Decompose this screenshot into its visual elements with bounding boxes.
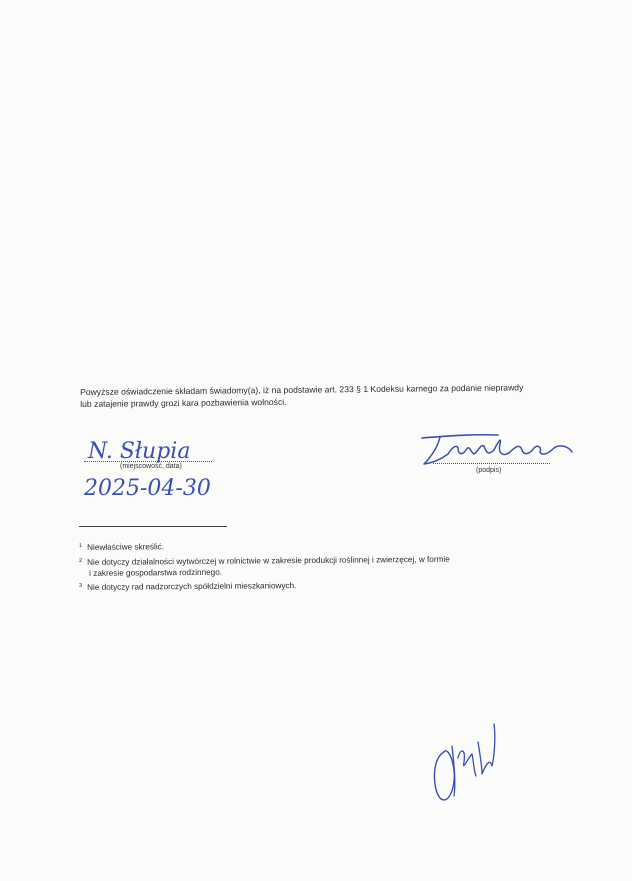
- footnote-1-text: Niewłaściwe skreślić.: [87, 542, 165, 552]
- initials-paraph: [428, 718, 508, 808]
- footnote-2: [79, 553, 450, 579]
- signature-dotted-line: [433, 463, 550, 464]
- signature-caption: (podpis): [476, 467, 502, 474]
- handwritten-place-text: N. Słupia: [88, 439, 191, 464]
- footnote-2-text-continued: i zakresie gospodarstwa rodzinnego.: [89, 567, 223, 578]
- place-date-caption: (miejscowość, data): [120, 463, 182, 470]
- footnote-1: [79, 540, 164, 553]
- place-date-dotted-line: [84, 461, 212, 462]
- footnote-2-text: Nie dotyczy działalności wytwórczej w rolnictwie w zakresie produkcji roślinnej i zwierzęcej, w formie: [87, 554, 450, 567]
- declaration-line-2: lub zatajenie prawdy grozi kara pozbawienia wolności.: [80, 396, 287, 409]
- signature-scribble: [418, 430, 588, 470]
- footnote-separator: [79, 526, 227, 527]
- footnote-3-number: 3: [79, 582, 83, 589]
- footnote-1-number: 1: [79, 542, 83, 549]
- handwritten-date-text: 2025-04-30: [84, 476, 211, 501]
- handwritten-date: [84, 471, 234, 503]
- footnote-2-number: 2: [79, 557, 83, 564]
- footnote-3-text: Nie dotyczy rad nadzorczych spółdzielni mieszkaniowych.: [87, 581, 297, 592]
- footnote-3: [79, 579, 296, 593]
- declaration-line-1: Powyższe oświadczenie składam świadomy(a), iż na podstawie art. 233 § 1 Kodeksu karnego za podanie nieprawdy: [80, 382, 524, 397]
- declaration-text: [80, 381, 580, 410]
